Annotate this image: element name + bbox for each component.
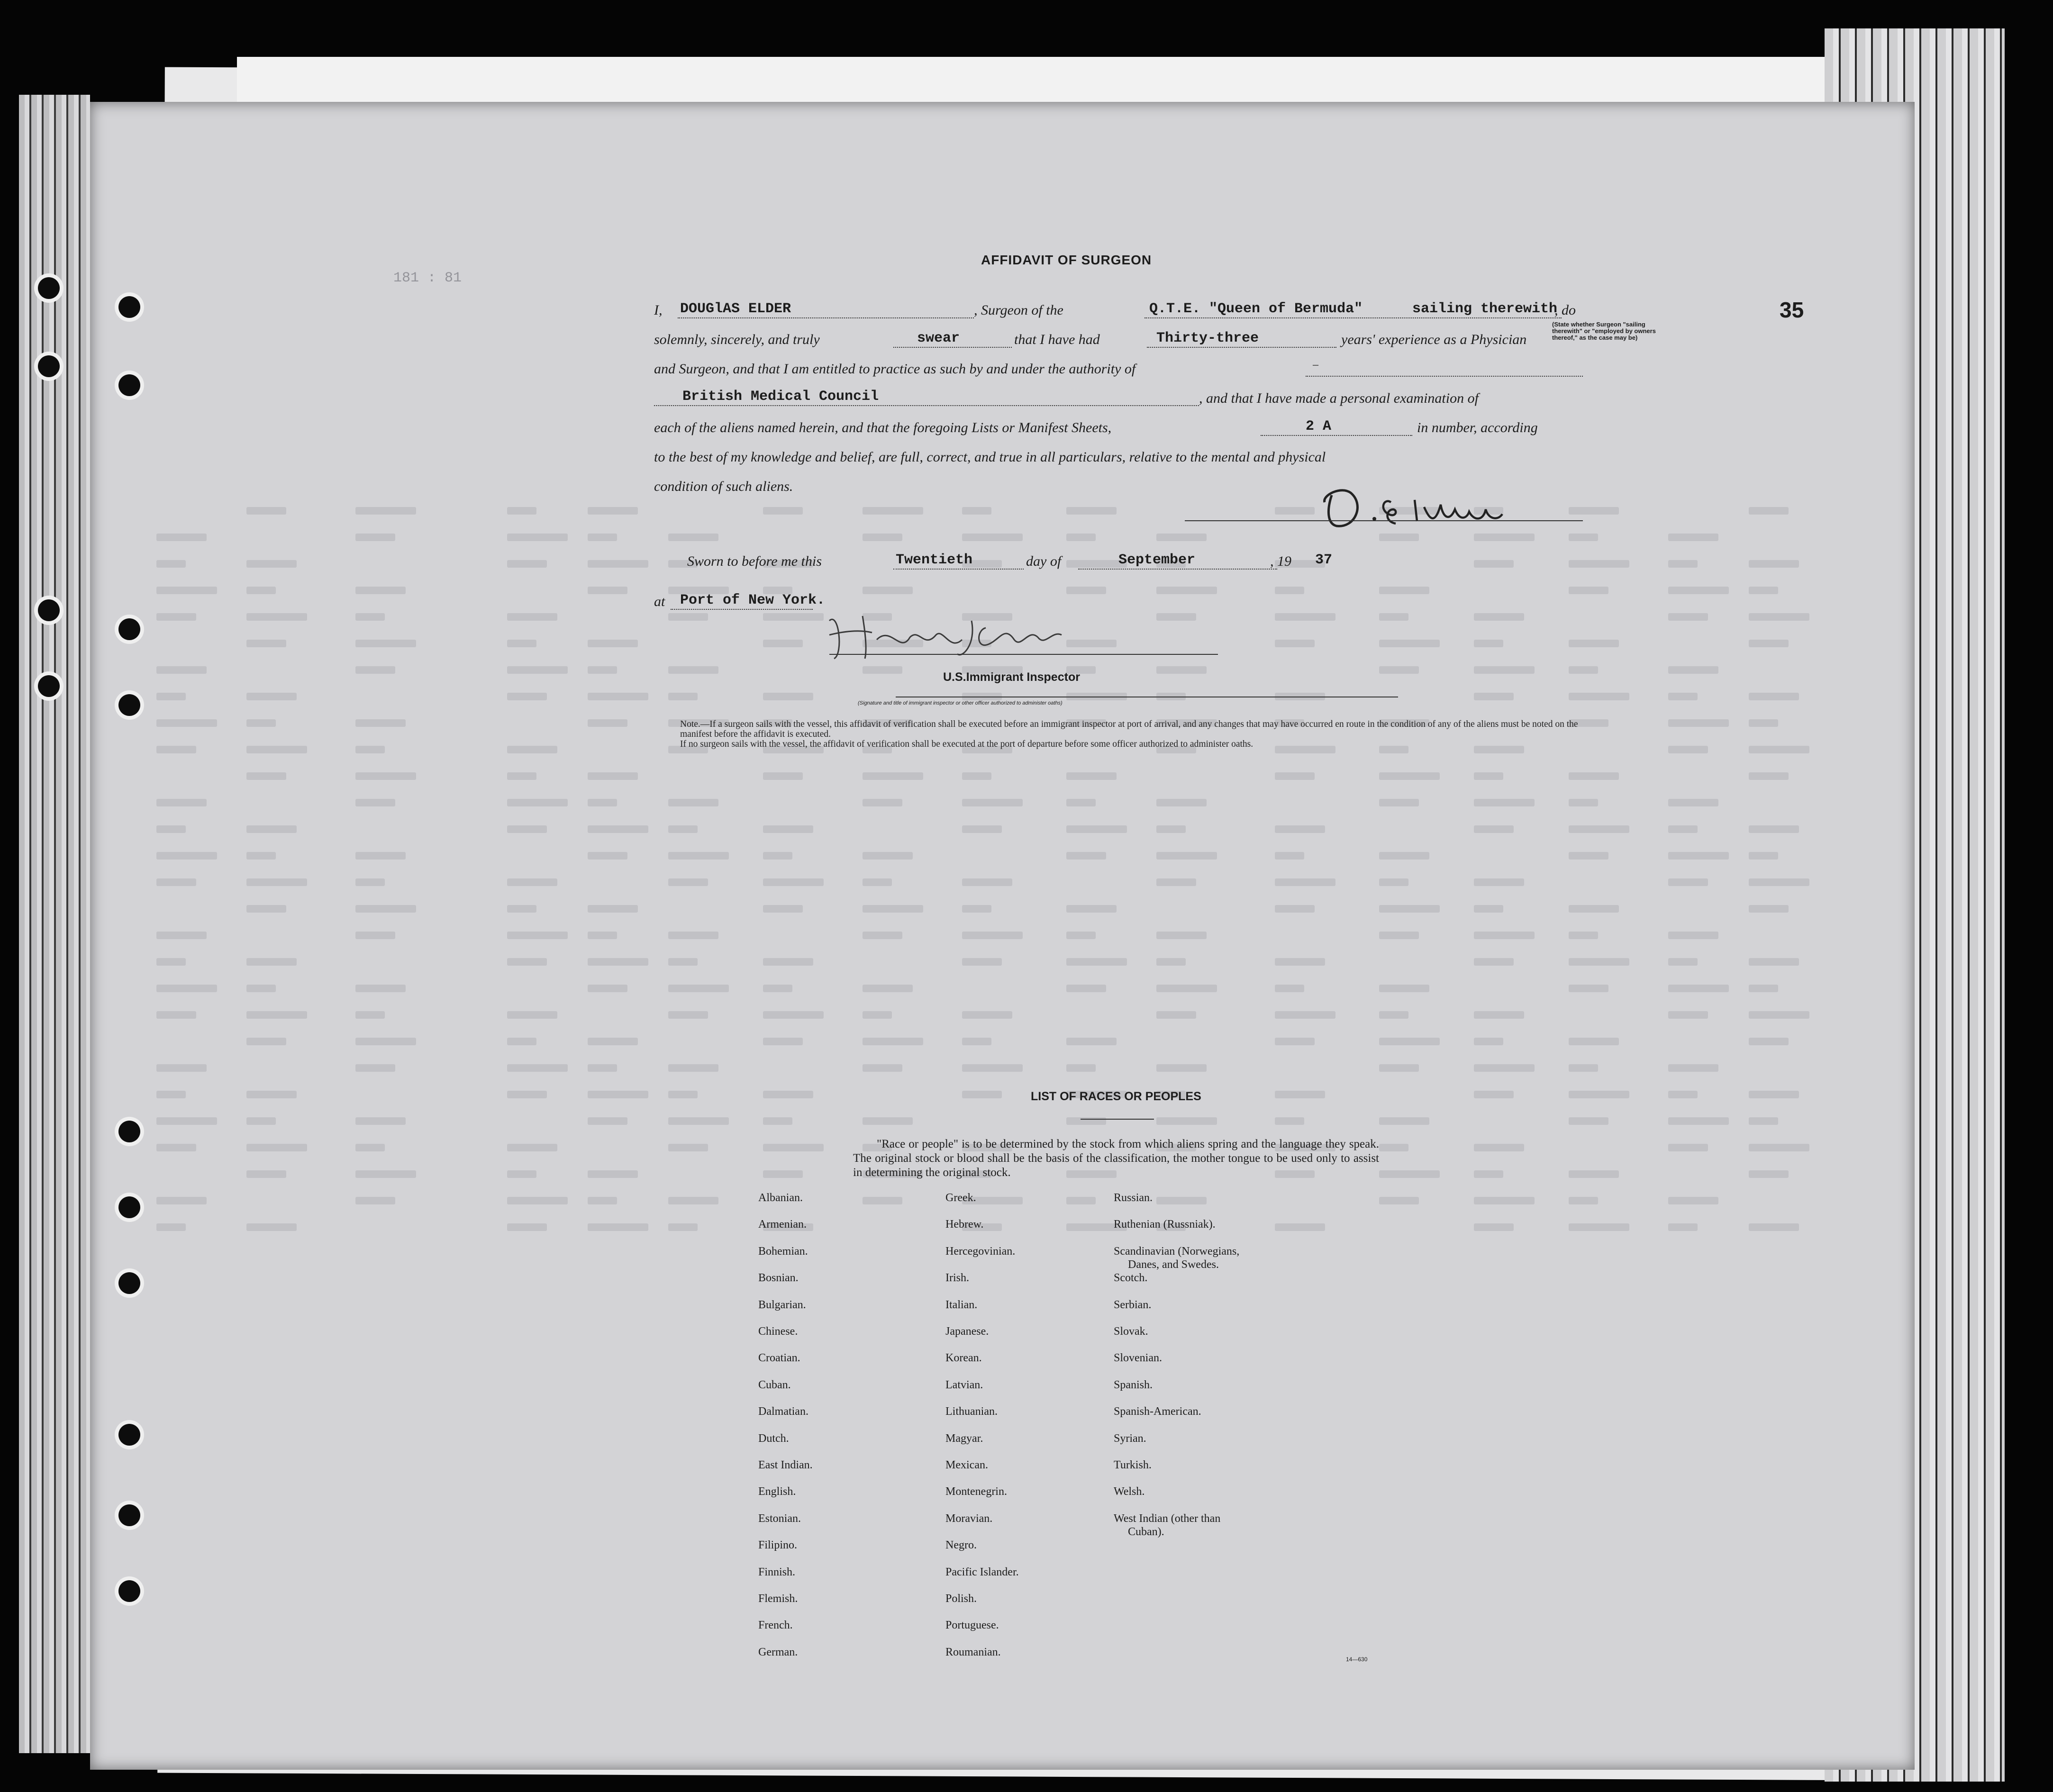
race-item: Danes, and Swedes. xyxy=(1128,1258,1219,1271)
page-number: 35 xyxy=(1780,298,1804,322)
race-item: Serbian. xyxy=(1114,1298,1152,1311)
race-item: Dutch. xyxy=(758,1432,789,1445)
note-para-1: Note.—If a surgeon sails with the vessel, this affidavit of verification shall be executed before an immigrant inspector at port of arrival, and any changes that may have occurred en route in the condition of any of the aliens must be noted on the manifest before the affidavit is executed. xyxy=(680,719,1578,739)
form-code: 14—630 xyxy=(1346,1656,1368,1663)
race-item: Albanian. xyxy=(758,1192,803,1204)
sworn-day: Twentieth xyxy=(896,552,973,568)
race-item: Turkish. xyxy=(1114,1459,1152,1471)
race-item: Croatian. xyxy=(758,1352,800,1365)
race-item: Dalmatian. xyxy=(758,1405,808,1418)
line2-prefix: solemnly, sincerely, and truly xyxy=(654,332,820,347)
binding-hole xyxy=(38,355,60,377)
binding-hole xyxy=(118,1272,140,1294)
document-title: AFFIDAVIT OF SURGEON xyxy=(981,253,1152,267)
line1-mid: , Surgeon of the xyxy=(974,302,1063,318)
race-item: Mexican. xyxy=(945,1459,988,1471)
binding-hole xyxy=(38,277,60,299)
race-item: Russian. xyxy=(1114,1192,1153,1204)
sheet-count: 2 A xyxy=(1306,418,1332,434)
inspector-title: U.S.Immigrant Inspector xyxy=(943,670,1080,684)
race-item: Korean. xyxy=(945,1352,982,1365)
binding-hole xyxy=(38,599,60,621)
line5-suffix: in number, according xyxy=(1417,420,1538,435)
place-prefix: at xyxy=(654,594,665,609)
line2-suffix: years' experience as a Physician xyxy=(1341,332,1527,347)
sworn-month: September xyxy=(1118,552,1196,568)
race-item: Flemish. xyxy=(758,1593,798,1605)
note-para-2: If no surgeon sails with the vessel, the affidavit of verification shall be executed at the port of departure before some officer authorized to administer oaths. xyxy=(680,739,1254,749)
races-intro: "Race or people" is to be determined by the stock from which aliens spring and the language they speak. The original stock or blood shall be the basis of the classification, the mother tongue to be used only to assist in determining the original stock. xyxy=(853,1138,1379,1179)
race-item: Cuban). xyxy=(1128,1525,1164,1538)
sailing-status: sailing therewith xyxy=(1412,301,1558,317)
races-title: LIST OF RACES OR PEOPLES xyxy=(1031,1090,1201,1103)
affidavit-page xyxy=(90,102,1915,1770)
race-item: Latvian. xyxy=(945,1378,983,1391)
binding-hole xyxy=(118,1504,140,1526)
race-item: West Indian (other than xyxy=(1114,1512,1221,1525)
faint-stamp: 181 : 81 xyxy=(393,270,462,286)
race-item: Japanese. xyxy=(945,1325,989,1338)
race-item: Roumanian. xyxy=(945,1646,1001,1658)
race-item: German. xyxy=(758,1646,798,1658)
left-binder-edge xyxy=(19,95,90,1753)
binding-hole xyxy=(118,374,140,396)
race-item: Slovak. xyxy=(1114,1325,1148,1338)
affidavit-line-1 xyxy=(654,303,663,317)
line2-mid: that I have had xyxy=(1014,332,1100,347)
binding-hole xyxy=(118,1424,140,1446)
surgeon-signature xyxy=(1313,476,1578,533)
line4-suffix: , and that I have made a personal examination of xyxy=(1199,390,1479,406)
race-item: Greek. xyxy=(945,1192,976,1204)
line5-prefix: each of the aliens named herein, and that the foregoing Lists or Manifest Sheets, xyxy=(654,420,1112,435)
race-item: Cuban. xyxy=(758,1378,791,1391)
binding-hole xyxy=(118,1121,140,1142)
race-item: Hebrew. xyxy=(945,1218,984,1231)
race-item: Ruthenian (Russniak). xyxy=(1114,1218,1216,1231)
race-item: Hercegovinian. xyxy=(945,1245,1016,1258)
race-item: Negro. xyxy=(945,1539,977,1552)
oath-type: swear xyxy=(917,330,960,346)
race-item: Scotch. xyxy=(1114,1272,1148,1285)
inspector-note: (Signature and title of immigrant inspector or other officer authorized to administer oaths) xyxy=(858,700,1063,706)
sworn-year: 37 xyxy=(1315,552,1333,568)
place-value: Port of New York. xyxy=(680,592,826,608)
race-item: Italian. xyxy=(945,1298,978,1311)
race-item: Spanish-American. xyxy=(1114,1405,1201,1418)
line3-text: and Surgeon, and that I am entitled to practice as such by and under the authority of xyxy=(654,361,1136,377)
sworn-year-prefix: , 19 xyxy=(1270,553,1291,569)
race-item: English. xyxy=(758,1485,796,1498)
line7-text: condition of such aliens. xyxy=(654,479,793,494)
sworn-mid: day of xyxy=(1026,553,1062,569)
sailing-note: (State whether Surgeon "sailing therewith" or "employed by owners thereof," as the case may be) xyxy=(1552,321,1656,341)
line1-suffix: , do xyxy=(1554,302,1576,318)
binding-hole xyxy=(38,675,60,697)
race-item: Montenegrin. xyxy=(945,1485,1007,1498)
race-item: Filipino. xyxy=(758,1539,798,1552)
race-item: Bosnian. xyxy=(758,1272,799,1285)
race-item: Estonian. xyxy=(758,1512,801,1525)
line1-prefix: I, xyxy=(654,302,663,318)
race-item: Syrian. xyxy=(1114,1432,1146,1445)
race-item: Spanish. xyxy=(1114,1378,1153,1391)
binding-hole xyxy=(118,1580,140,1602)
race-item: Finnish. xyxy=(758,1566,796,1578)
binding-hole xyxy=(118,694,140,716)
race-item: Bulgarian. xyxy=(758,1298,806,1311)
race-item: Scandinavian (Norwegians, xyxy=(1114,1245,1240,1258)
race-item: Pacific Islander. xyxy=(945,1566,1019,1578)
years-experience: Thirty-three xyxy=(1156,330,1259,346)
race-item: Magyar. xyxy=(945,1432,983,1445)
race-item: Armenian. xyxy=(758,1218,807,1231)
race-item: Bohemian. xyxy=(758,1245,808,1258)
race-item: Moravian. xyxy=(945,1512,993,1525)
vessel-name: Q.T.E. "Queen of Bermuda" xyxy=(1149,301,1363,317)
race-item: Lithuanian. xyxy=(945,1405,998,1418)
race-item: Irish. xyxy=(945,1272,969,1285)
binding-hole xyxy=(118,296,140,318)
surgeon-name: DOUGlAS ELDER xyxy=(680,301,791,317)
race-item: Chinese. xyxy=(758,1325,798,1338)
binding-hole xyxy=(118,1196,140,1218)
licensing-authority: British Medical Council xyxy=(682,389,879,405)
binding-hole xyxy=(118,618,140,640)
race-item: Slovenian. xyxy=(1114,1352,1162,1365)
sworn-prefix: Sworn to before me this xyxy=(687,553,822,569)
line6-text: to the best of my knowledge and belief, are full, correct, and true in all particulars, relative to the mental and physical xyxy=(654,449,1326,465)
race-item: Polish. xyxy=(945,1593,977,1605)
line3-mark: — xyxy=(1313,360,1319,371)
affidavit-note xyxy=(680,719,1581,749)
race-item: East Indian. xyxy=(758,1459,813,1471)
race-item: Welsh. xyxy=(1114,1485,1145,1498)
race-item: Portuguese. xyxy=(945,1619,999,1632)
race-item: French. xyxy=(758,1619,793,1632)
